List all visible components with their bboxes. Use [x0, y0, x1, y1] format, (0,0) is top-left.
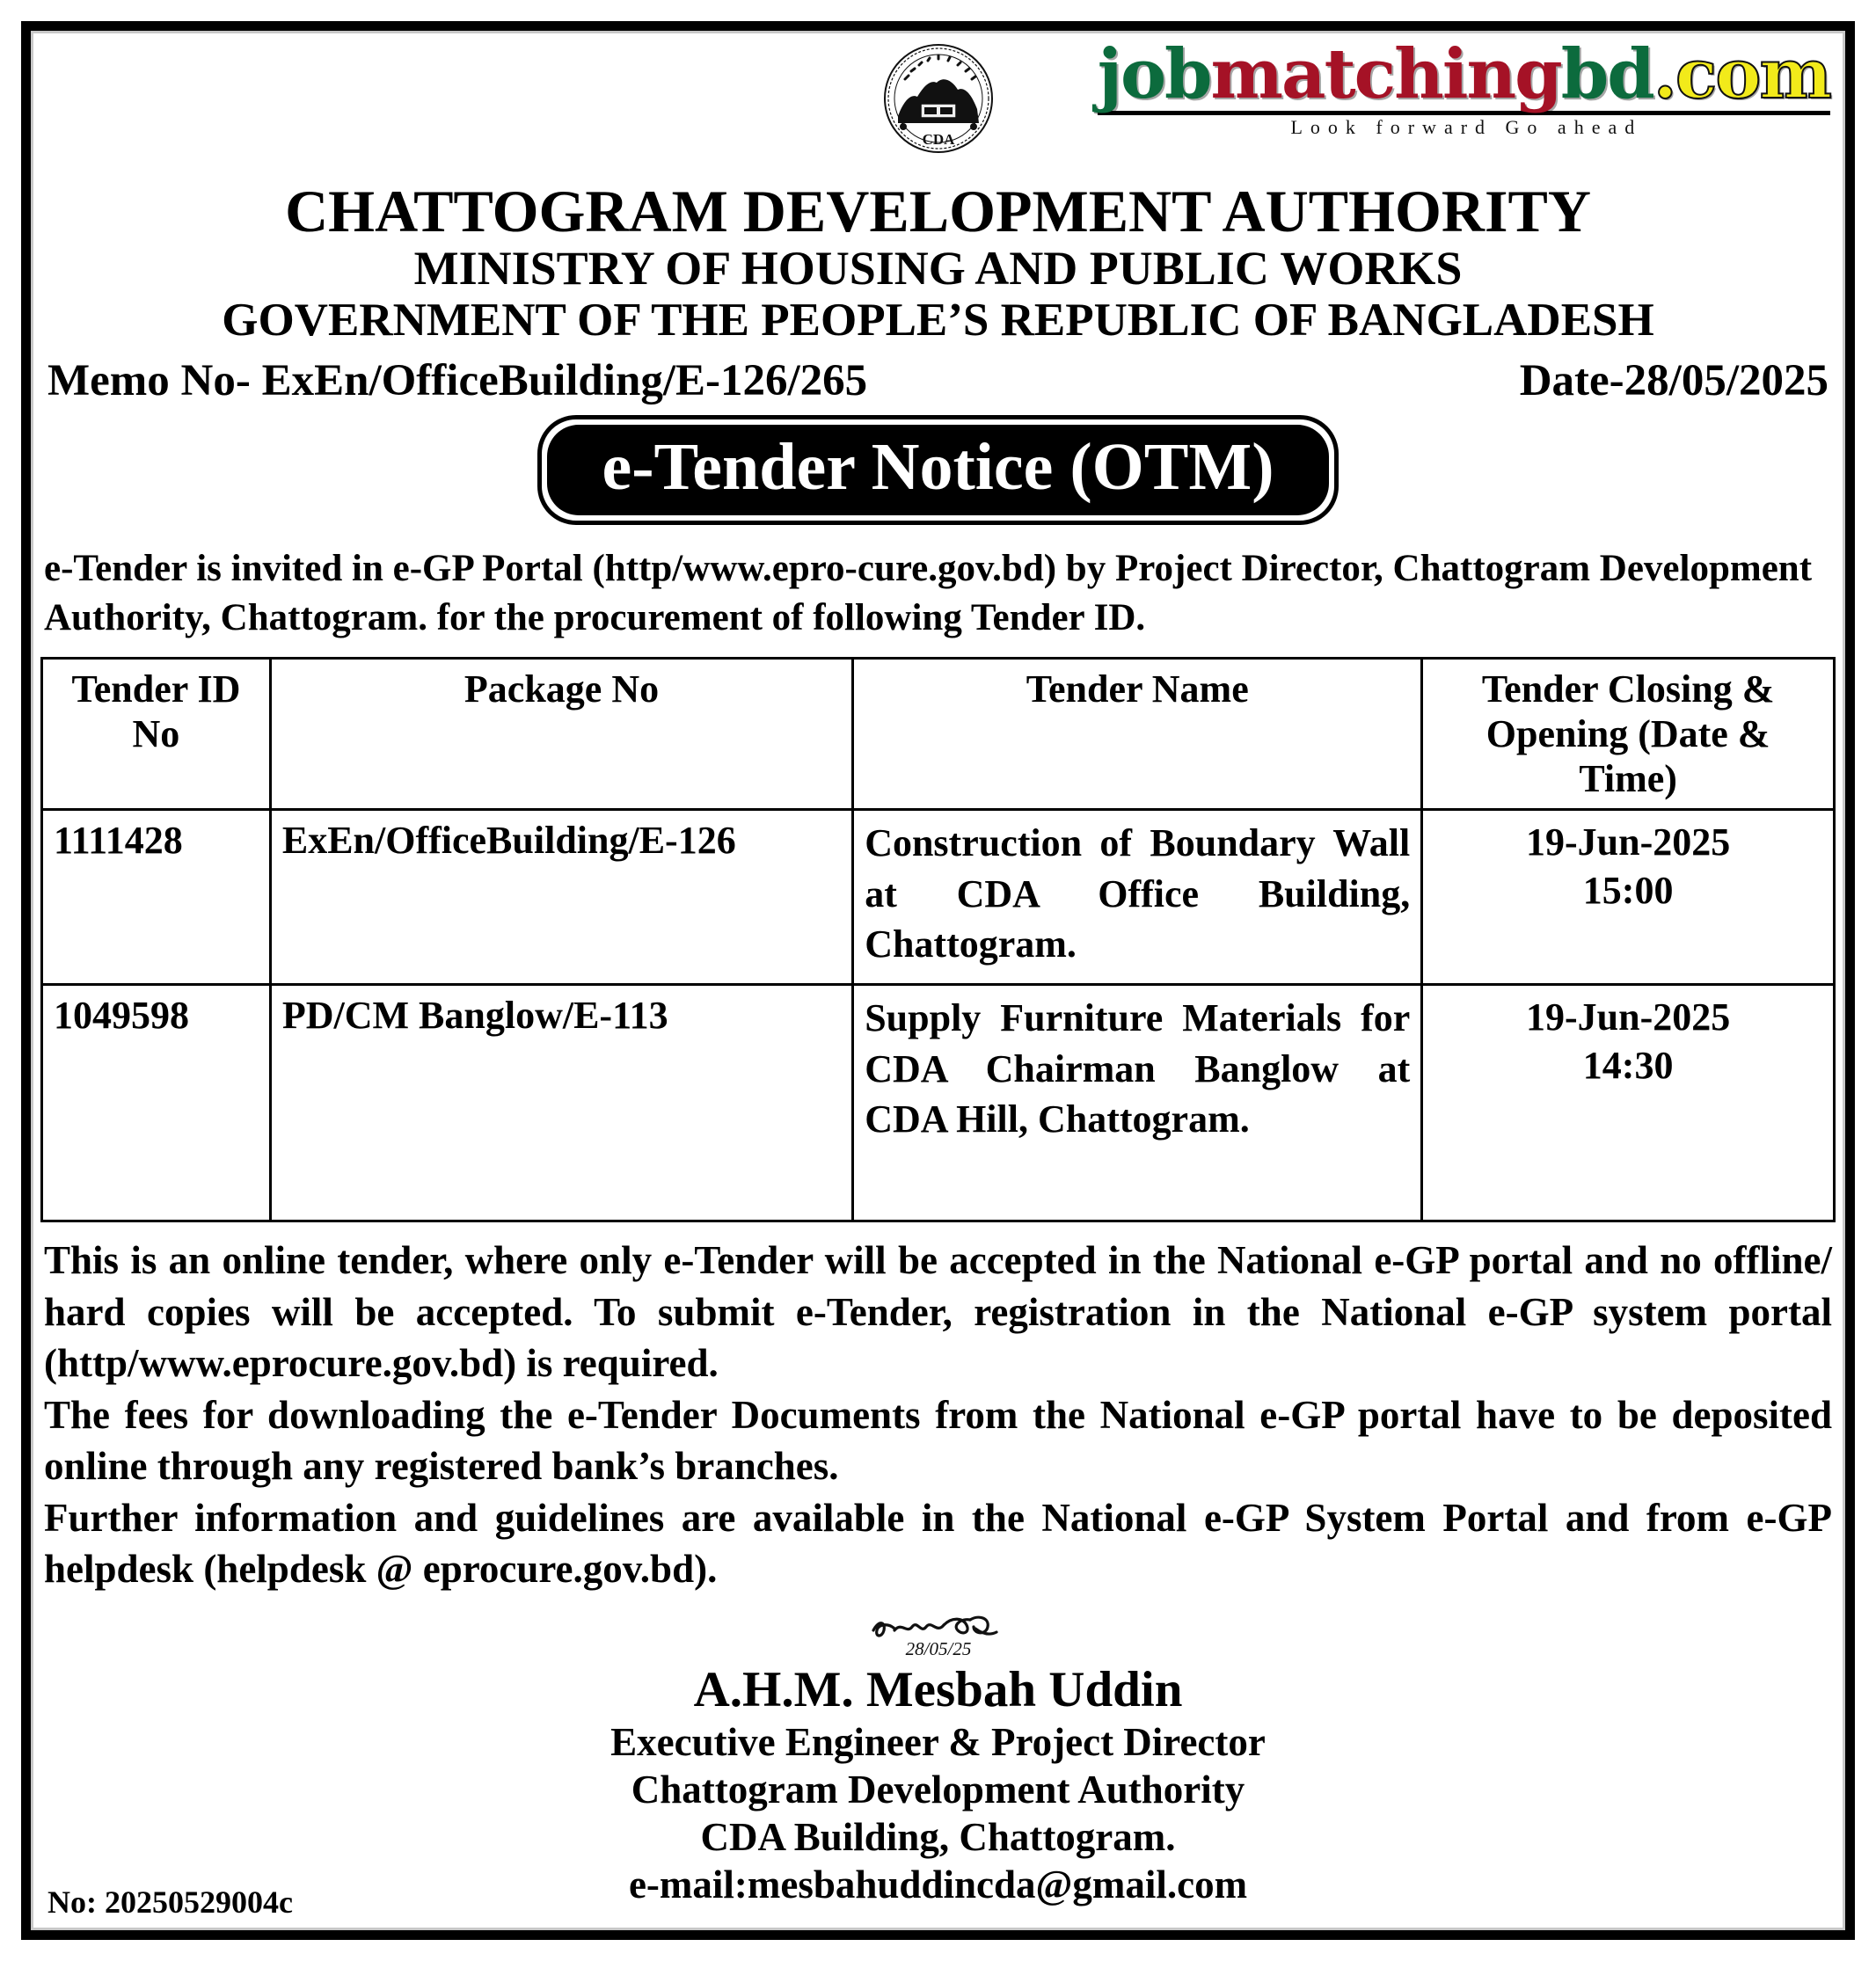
column-header-tender-id: Tender ID No [42, 659, 271, 810]
brand-part-bd: bd [1560, 34, 1653, 114]
table-row [42, 810, 1835, 985]
notice-body [40, 1235, 1836, 1595]
signatory-address: CDA Building, Chattogram. [700, 1814, 1176, 1859]
brand-wordmark [1097, 34, 1830, 114]
table-row [42, 985, 1835, 1221]
cell-tender-name: Supply Furniture Materials for CDA Chairman Banglow at CDA Hill, Chattogram. [853, 985, 1422, 1221]
signatory-organization: Chattogram Development Authority [631, 1767, 1245, 1812]
body-paragraph-1: This is an online tender, where only e-Tender will be accepted in the National e-GP portal and no offline/ hard copies will be accepted. To submit e-Tender, registration in the National e-GP system portal (http/www.eprocure.gov.bd) is required. [44, 1238, 1832, 1386]
tender-table [40, 657, 1836, 1222]
memo-number: Memo No- ExEn/OfficeBuilding/E-126/265 [47, 355, 868, 405]
cell-package-no: ExEn/OfficeBuilding/E-126 [270, 810, 852, 985]
closing-date: 19-Jun-2025 [1526, 995, 1731, 1039]
ministry-title: MINISTRY OF HOUSING AND PUBLIC WORKS [413, 242, 1463, 295]
memo-row [40, 355, 1836, 406]
brand-part-job: job [1097, 34, 1211, 114]
signature-block [40, 1607, 1836, 1908]
closing-date: 19-Jun-2025 [1526, 820, 1731, 864]
closing-time: 14:30 [1582, 1044, 1674, 1088]
body-paragraph-2: The fees for downloading the e-Tender Documents from the National e-GP portal have to be deposited online through any registered bank’s branches. [44, 1392, 1832, 1489]
signatory-designation: Executive Engineer & Project Director [610, 1719, 1266, 1764]
table-header-row [42, 659, 1835, 810]
government-title: GOVERNMENT OF THE PEOPLE’S REPUBLIC OF BANGLADESH [222, 295, 1654, 346]
cell-tender-name: Construction of Boundary Wall at CDA Office Building, Chattogram. [853, 810, 1422, 985]
memo-date: Date-28/05/2025 [1519, 355, 1829, 405]
cell-closing-datetime [1422, 810, 1835, 985]
document-content [40, 35, 1836, 1926]
intro-paragraph: e-Tender is invited in e-GP Portal (http/www.epro-cure.gov.bd) by Project Director, Chattogram Development Authority, Chattogram. for the procurement of following Tender ID. [44, 548, 1813, 639]
handwritten-signature-icon [40, 1607, 1836, 1662]
brand-part-matching: matching [1210, 34, 1561, 114]
header-band [40, 35, 1836, 176]
notice-banner-title: e-Tender Notice (OTM) [547, 425, 1328, 516]
cell-tender-id: 1049598 [42, 985, 271, 1221]
column-header-closing-opening: Tender Closing & Opening (Date & Time) [1422, 659, 1835, 810]
cda-seal-icon [882, 42, 995, 155]
organization-titles [40, 179, 1836, 346]
handwritten-date-text: 28/05/25 [905, 1637, 971, 1659]
footer-reference-number: No: 20250529004c [47, 1884, 293, 1920]
svg-text:CDA: CDA [922, 131, 954, 148]
page-title: CHATTOGRAM DEVELOPMENT AUTHORITY [285, 178, 1591, 244]
notice-banner-outline [537, 415, 1338, 526]
body-paragraph-3: Further information and guidelines are available in the National e-GP System Portal and from e-GP helpdesk (helpdesk @ eprocure.gov.bd). [44, 1495, 1832, 1592]
cell-tender-id: 1111428 [42, 810, 271, 985]
signatory-email: e-mail:mesbahuddincda@gmail.com [628, 1862, 1248, 1906]
cell-closing-datetime [1422, 985, 1835, 1221]
cell-package-no: PD/CM Banglow/E-113 [270, 985, 852, 1221]
column-header-package-no: Package No [270, 659, 852, 810]
signatory-name: A.H.M. Mesbah Uddin [693, 1661, 1183, 1717]
brand-part-com: .com [1653, 34, 1830, 114]
jobmatchingbd-logo[interactable] [1097, 34, 1830, 138]
brand-tagline: Look forward Go ahead [1290, 116, 1643, 138]
column-header-tender-name: Tender Name [853, 659, 1422, 810]
notice-banner-wrap [40, 415, 1836, 526]
closing-time: 15:00 [1582, 869, 1674, 913]
